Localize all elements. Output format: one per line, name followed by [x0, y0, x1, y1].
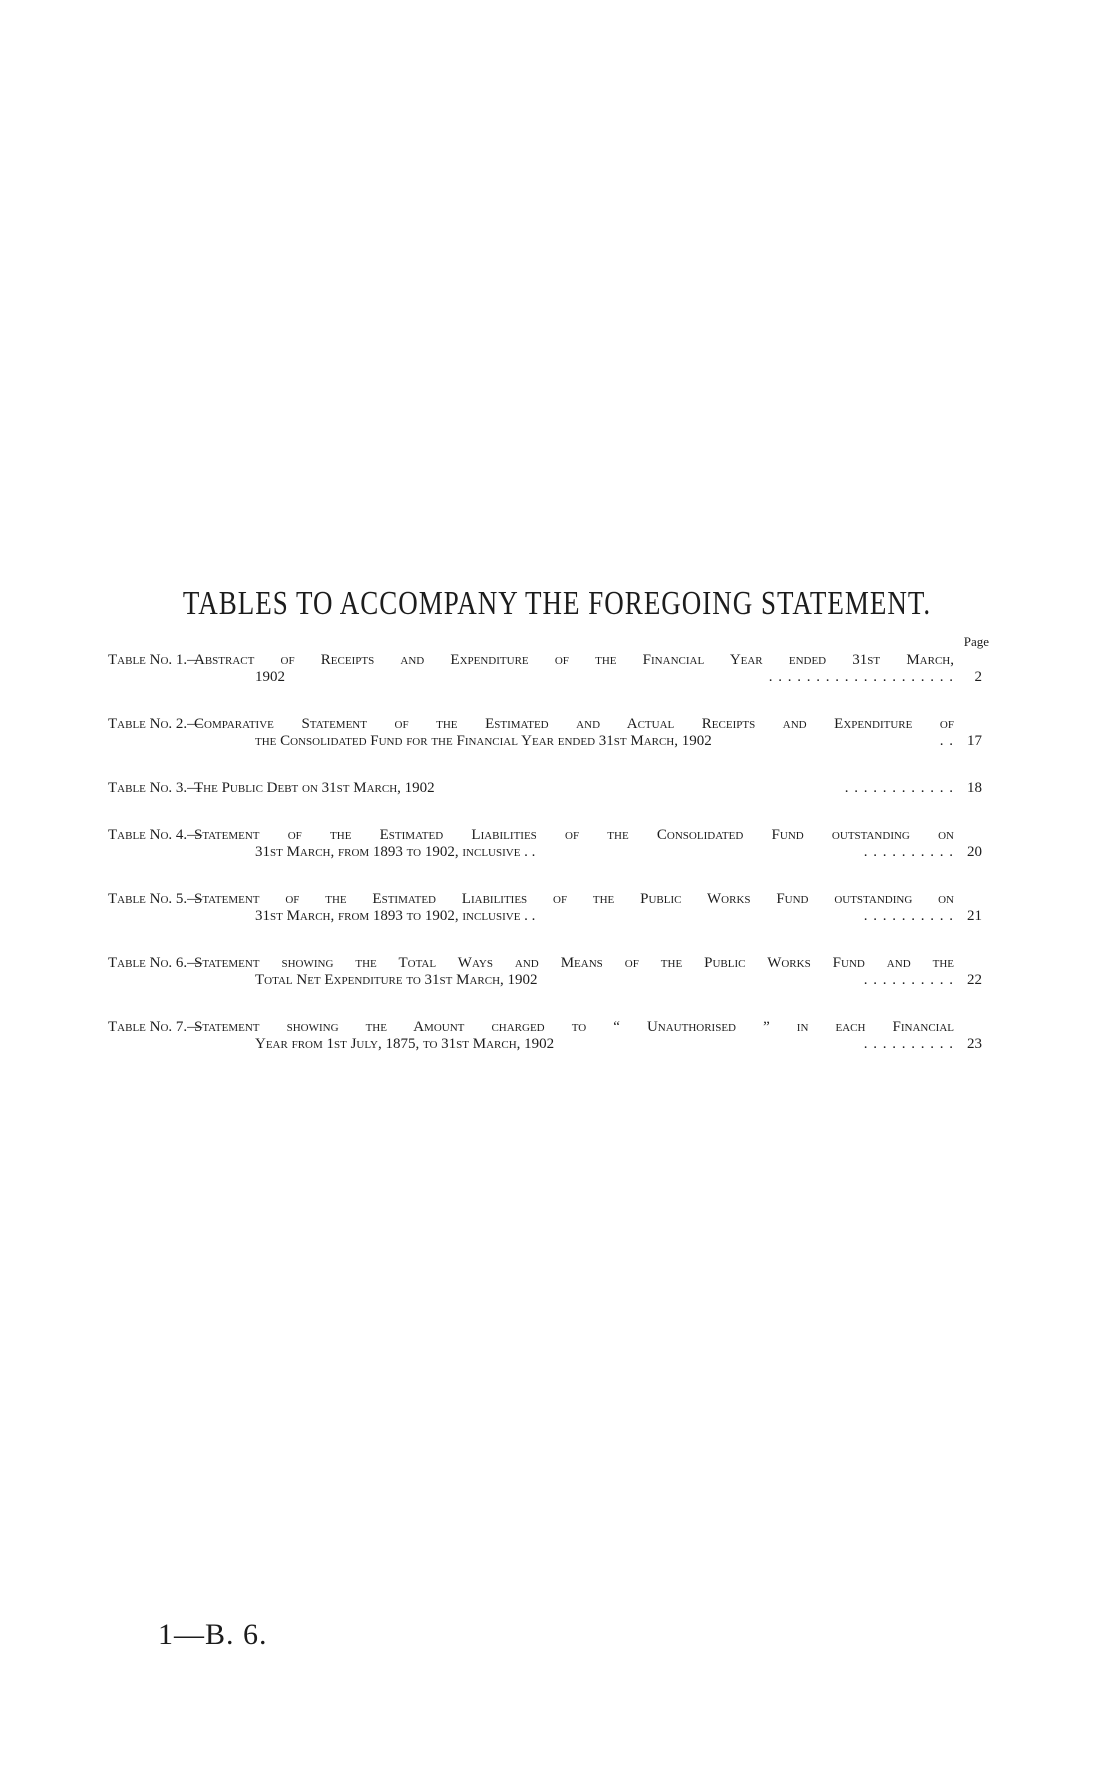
entry-description-cont: Total Net Expenditure to 31st March, 1902 [255, 972, 538, 988]
entry-description: Comparative Statement of the Estimated and Actual Receipts and Expenditure of [194, 716, 954, 732]
table-of-contents [108, 652, 990, 1083]
entry-page-number: 2 [974, 669, 982, 685]
entry-label: Table No. 6.— [108, 955, 203, 971]
dot-leader: . . . . . . . . . . . . . . . . . . . . [768, 669, 954, 685]
entry-page-number: 23 [967, 1036, 982, 1052]
entry-description-cont: the Consolidated Fund for the Financial Year ended 31st March, 1902 [255, 733, 712, 749]
entry-description: Abstract of Receipts and Expenditure of the Financial Year ended 31st March, [194, 652, 954, 668]
entry-label: Table No. 5.— [108, 891, 203, 907]
entry-description-cont: 31st March, from 1893 to 1902, inclusive . . [255, 844, 536, 860]
toc-entry-table-6 [108, 955, 990, 989]
entry-label: Table No. 1.— [108, 652, 203, 668]
entry-label: Table No. 4.— [108, 827, 203, 843]
dot-leader: . . . . . . . . . . [863, 1036, 954, 1052]
entry-description: The Public Debt on 31st March, 1902 [194, 780, 435, 796]
toc-entry-table-5 [108, 891, 990, 925]
dot-leader: . . . . . . . . . . . . [844, 780, 954, 796]
entry-page-number: 20 [967, 844, 982, 860]
entry-page-number: 21 [967, 908, 982, 924]
entry-label: Table No. 2.— [108, 716, 203, 732]
entry-description-cont: 1902 [255, 669, 285, 685]
page-column-label: Page [963, 634, 989, 649]
entry-description: Statement showing the Amount charged to “ Unauthorised ” in each Financial [194, 1019, 954, 1035]
entry-label: Table No. 3.— [108, 780, 203, 796]
entry-description-cont: 31st March, from 1893 to 1902, inclusive . . [255, 908, 536, 924]
entry-label: Table No. 7.— [108, 1019, 203, 1035]
dot-leader: . . . . . . . . . . [863, 972, 954, 988]
toc-entry-table-3 [108, 780, 990, 797]
toc-entry-table-1 [108, 652, 990, 686]
entry-page-number: 17 [967, 733, 982, 749]
document-reference: 1—B. 6. [158, 1618, 268, 1651]
toc-entry-table-2 [108, 716, 990, 750]
toc-entry-table-4 [108, 827, 990, 861]
entry-description: Statement showing the Total Ways and Means of the Public Works Fund and the [194, 955, 954, 971]
entry-page-number: 18 [967, 780, 982, 796]
toc-entry-table-7 [108, 1019, 990, 1053]
entry-description: Statement of the Estimated Liabilities of the Public Works Fund outstanding on [194, 891, 954, 907]
dot-leader: . . . . . . . . . . [863, 908, 954, 924]
dot-leader: . . . . . . . . . . [863, 844, 954, 860]
entry-page-number: 22 [967, 972, 982, 988]
document-title: TABLES TO ACCOMPANY THE FOREGOING STATEMENT. [182, 584, 932, 622]
entry-description: Statement of the Estimated Liabilities of the Consolidated Fund outstanding on [194, 827, 954, 843]
entry-description-cont: Year from 1st July, 1875, to 31st March, 1902 [255, 1036, 555, 1052]
dot-leader: . . [939, 733, 954, 749]
